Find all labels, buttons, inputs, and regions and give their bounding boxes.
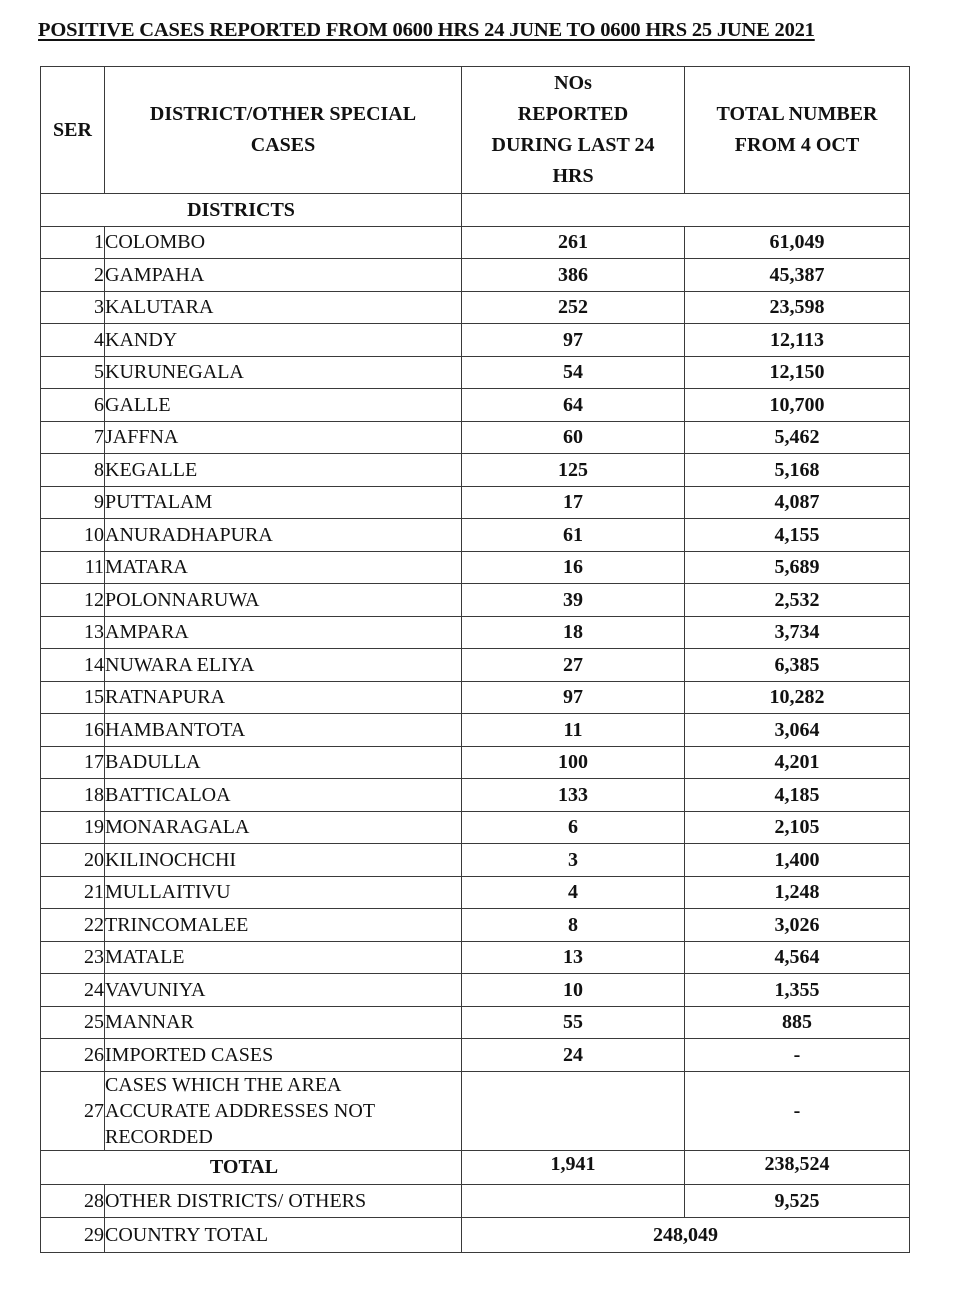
table-row xyxy=(41,649,910,682)
district-cell: KEGALLE xyxy=(105,454,462,487)
header-total xyxy=(685,67,910,194)
last-24-cell: 261 xyxy=(462,226,685,259)
total-label: TOTAL xyxy=(41,1150,462,1185)
table-row xyxy=(41,389,910,422)
header-last-24-hrs xyxy=(462,67,685,194)
table-row-27 xyxy=(41,1071,910,1150)
ser-cell: 28 xyxy=(41,1185,105,1218)
district-cell: MATALE xyxy=(105,941,462,974)
total-cell: 5,168 xyxy=(685,454,910,487)
ser-cell: 29 xyxy=(41,1217,105,1252)
district-cell: TRINCOMALEE xyxy=(105,909,462,942)
district-line: ACCURATE ADDRESSES NOT xyxy=(105,1099,376,1122)
ser-cell: 20 xyxy=(41,844,105,877)
table-row xyxy=(41,519,910,552)
table-row xyxy=(41,551,910,584)
total-last-24: 1,941 xyxy=(462,1150,685,1185)
district-cell: COLOMBO xyxy=(105,226,462,259)
table-row xyxy=(41,681,910,714)
district-cell: RATNAPURA xyxy=(105,681,462,714)
total-cell: 12,113 xyxy=(685,324,910,357)
ser-cell: 14 xyxy=(41,649,105,682)
district-cell xyxy=(105,1071,462,1150)
table-row xyxy=(41,291,910,324)
total-cell: 3,026 xyxy=(685,909,910,942)
table-row xyxy=(41,259,910,292)
district-cell: GAMPAHA xyxy=(105,259,462,292)
ser-cell: 23 xyxy=(41,941,105,974)
total-cell: 12,150 xyxy=(685,356,910,389)
table-row xyxy=(41,876,910,909)
district-cell: OTHER DISTRICTS/ OTHERS xyxy=(105,1185,462,1218)
total-row xyxy=(41,1150,910,1185)
ser-cell: 6 xyxy=(41,389,105,422)
table-row xyxy=(41,1006,910,1039)
district-cell: POLONNARUWA xyxy=(105,584,462,617)
header-district-label: DISTRICT/OTHER SPECIAL CASES xyxy=(149,103,417,156)
last-24-cell: 17 xyxy=(462,486,685,519)
ser-cell: 1 xyxy=(41,226,105,259)
table-row-29 xyxy=(41,1217,910,1252)
district-cell: IMPORTED CASES xyxy=(105,1039,462,1072)
table-row xyxy=(41,584,910,617)
last-24-cell: 10 xyxy=(462,974,685,1007)
total-cell: 4,201 xyxy=(685,746,910,779)
table-row xyxy=(41,486,910,519)
district-cell: BADULLA xyxy=(105,746,462,779)
table-row xyxy=(41,974,910,1007)
table-row xyxy=(41,746,910,779)
table-row xyxy=(41,356,910,389)
district-cell: VAVUNIYA xyxy=(105,974,462,1007)
ser-cell: 4 xyxy=(41,324,105,357)
last-24-cell xyxy=(462,1185,685,1218)
last-24-cell: 64 xyxy=(462,389,685,422)
section-row xyxy=(41,194,910,227)
table-row xyxy=(41,616,910,649)
total-cell: 9,525 xyxy=(685,1185,910,1218)
total-overall: 238,524 xyxy=(685,1150,910,1185)
total-cell: - xyxy=(685,1071,910,1150)
table-row xyxy=(41,844,910,877)
district-cell: NUWARA ELIYA xyxy=(105,649,462,682)
section-label: DISTRICTS xyxy=(41,194,462,227)
total-cell: 10,282 xyxy=(685,681,910,714)
last-24-cell: 39 xyxy=(462,584,685,617)
district-cell: HAMBANTOTA xyxy=(105,714,462,747)
total-cell: 6,385 xyxy=(685,649,910,682)
total-cell: 10,700 xyxy=(685,389,910,422)
document-title: POSITIVE CASES REPORTED FROM 0600 HRS 24 JUNE TO 0600 HRS 25 JUNE 2021 xyxy=(38,19,815,41)
district-cell: KANDY xyxy=(105,324,462,357)
ser-cell: 17 xyxy=(41,746,105,779)
last-24-cell: 100 xyxy=(462,746,685,779)
ser-cell: 19 xyxy=(41,811,105,844)
ser-cell: 8 xyxy=(41,454,105,487)
table-row xyxy=(41,941,910,974)
ser-cell: 9 xyxy=(41,486,105,519)
total-cell: 4,185 xyxy=(685,779,910,812)
ser-cell: 3 xyxy=(41,291,105,324)
total-cell: 885 xyxy=(685,1006,910,1039)
ser-cell: 11 xyxy=(41,551,105,584)
ser-cell: 26 xyxy=(41,1039,105,1072)
ser-cell: 12 xyxy=(41,584,105,617)
last-24-cell: 97 xyxy=(462,681,685,714)
table-row xyxy=(41,226,910,259)
district-cell: KILINOCHCHI xyxy=(105,844,462,877)
table-row xyxy=(41,909,910,942)
table-row xyxy=(41,324,910,357)
last-24-cell: 13 xyxy=(462,941,685,974)
header-last-line: NOs xyxy=(554,72,592,94)
ser-cell: 16 xyxy=(41,714,105,747)
total-cell: 5,462 xyxy=(685,421,910,454)
last-24-cell: 6 xyxy=(462,811,685,844)
total-cell: 3,064 xyxy=(685,714,910,747)
ser-cell: 27 xyxy=(41,1071,105,1150)
country-total-cell: 248,049 xyxy=(462,1217,910,1252)
district-cell: AMPARA xyxy=(105,616,462,649)
table-row xyxy=(41,779,910,812)
ser-cell: 24 xyxy=(41,974,105,1007)
total-cell: 23,598 xyxy=(685,291,910,324)
last-24-cell: 16 xyxy=(462,551,685,584)
last-24-cell: 252 xyxy=(462,291,685,324)
district-line: CASES WHICH THE AREA xyxy=(105,1073,342,1096)
cases-table xyxy=(40,66,910,1253)
section-empty xyxy=(462,194,910,227)
ser-cell: 25 xyxy=(41,1006,105,1039)
header-row xyxy=(41,67,910,194)
header-last-line: DURING LAST 24 xyxy=(491,134,655,156)
total-cell: 1,355 xyxy=(685,974,910,1007)
last-24-cell: 97 xyxy=(462,324,685,357)
district-cell: MULLAITIVU xyxy=(105,876,462,909)
header-total-label: TOTAL NUMBER FROM 4 OCT xyxy=(716,103,878,156)
ser-cell: 5 xyxy=(41,356,105,389)
total-cell: 4,087 xyxy=(685,486,910,519)
last-24-cell: 125 xyxy=(462,454,685,487)
district-cell: COUNTRY TOTAL xyxy=(105,1217,462,1252)
district-cell: PUTTALAM xyxy=(105,486,462,519)
district-cell: ANURADHAPURA xyxy=(105,519,462,552)
last-24-cell: 3 xyxy=(462,844,685,877)
district-line: RECORDED xyxy=(105,1125,213,1148)
last-24-cell: 61 xyxy=(462,519,685,552)
total-cell: 4,155 xyxy=(685,519,910,552)
last-24-cell: 18 xyxy=(462,616,685,649)
total-cell: 1,400 xyxy=(685,844,910,877)
table-row xyxy=(41,1039,910,1072)
last-24-cell xyxy=(462,1071,685,1150)
last-24-cell: 11 xyxy=(462,714,685,747)
last-24-cell: 54 xyxy=(462,356,685,389)
last-24-cell: 27 xyxy=(462,649,685,682)
header-ser: SER xyxy=(41,67,105,194)
header-last-line: HRS xyxy=(552,165,594,187)
ser-cell: 10 xyxy=(41,519,105,552)
last-24-cell: 55 xyxy=(462,1006,685,1039)
last-24-cell: 386 xyxy=(462,259,685,292)
last-24-cell: 133 xyxy=(462,779,685,812)
total-cell: 3,734 xyxy=(685,616,910,649)
header-last-line: REPORTED xyxy=(517,103,629,125)
ser-cell: 13 xyxy=(41,616,105,649)
district-cell: GALLE xyxy=(105,389,462,422)
district-cell: MATARA xyxy=(105,551,462,584)
total-cell: - xyxy=(685,1039,910,1072)
total-cell: 4,564 xyxy=(685,941,910,974)
ser-cell: 22 xyxy=(41,909,105,942)
table-row xyxy=(41,454,910,487)
total-cell: 45,387 xyxy=(685,259,910,292)
district-cell: JAFFNA xyxy=(105,421,462,454)
district-cell: KALUTARA xyxy=(105,291,462,324)
ser-cell: 15 xyxy=(41,681,105,714)
last-24-cell: 60 xyxy=(462,421,685,454)
total-cell: 61,049 xyxy=(685,226,910,259)
header-district xyxy=(105,67,462,194)
ser-cell: 7 xyxy=(41,421,105,454)
district-cell: BATTICALOA xyxy=(105,779,462,812)
total-cell: 1,248 xyxy=(685,876,910,909)
total-cell: 2,105 xyxy=(685,811,910,844)
district-cell: KURUNEGALA xyxy=(105,356,462,389)
total-cell: 2,532 xyxy=(685,584,910,617)
last-24-cell: 8 xyxy=(462,909,685,942)
district-cell: MONARAGALA xyxy=(105,811,462,844)
table-row xyxy=(41,811,910,844)
last-24-cell: 4 xyxy=(462,876,685,909)
total-cell: 5,689 xyxy=(685,551,910,584)
table-row xyxy=(41,421,910,454)
table-row xyxy=(41,714,910,747)
ser-cell: 21 xyxy=(41,876,105,909)
district-cell: MANNAR xyxy=(105,1006,462,1039)
ser-cell: 2 xyxy=(41,259,105,292)
ser-cell: 18 xyxy=(41,779,105,812)
last-24-cell: 24 xyxy=(462,1039,685,1072)
table-row-28 xyxy=(41,1185,910,1218)
